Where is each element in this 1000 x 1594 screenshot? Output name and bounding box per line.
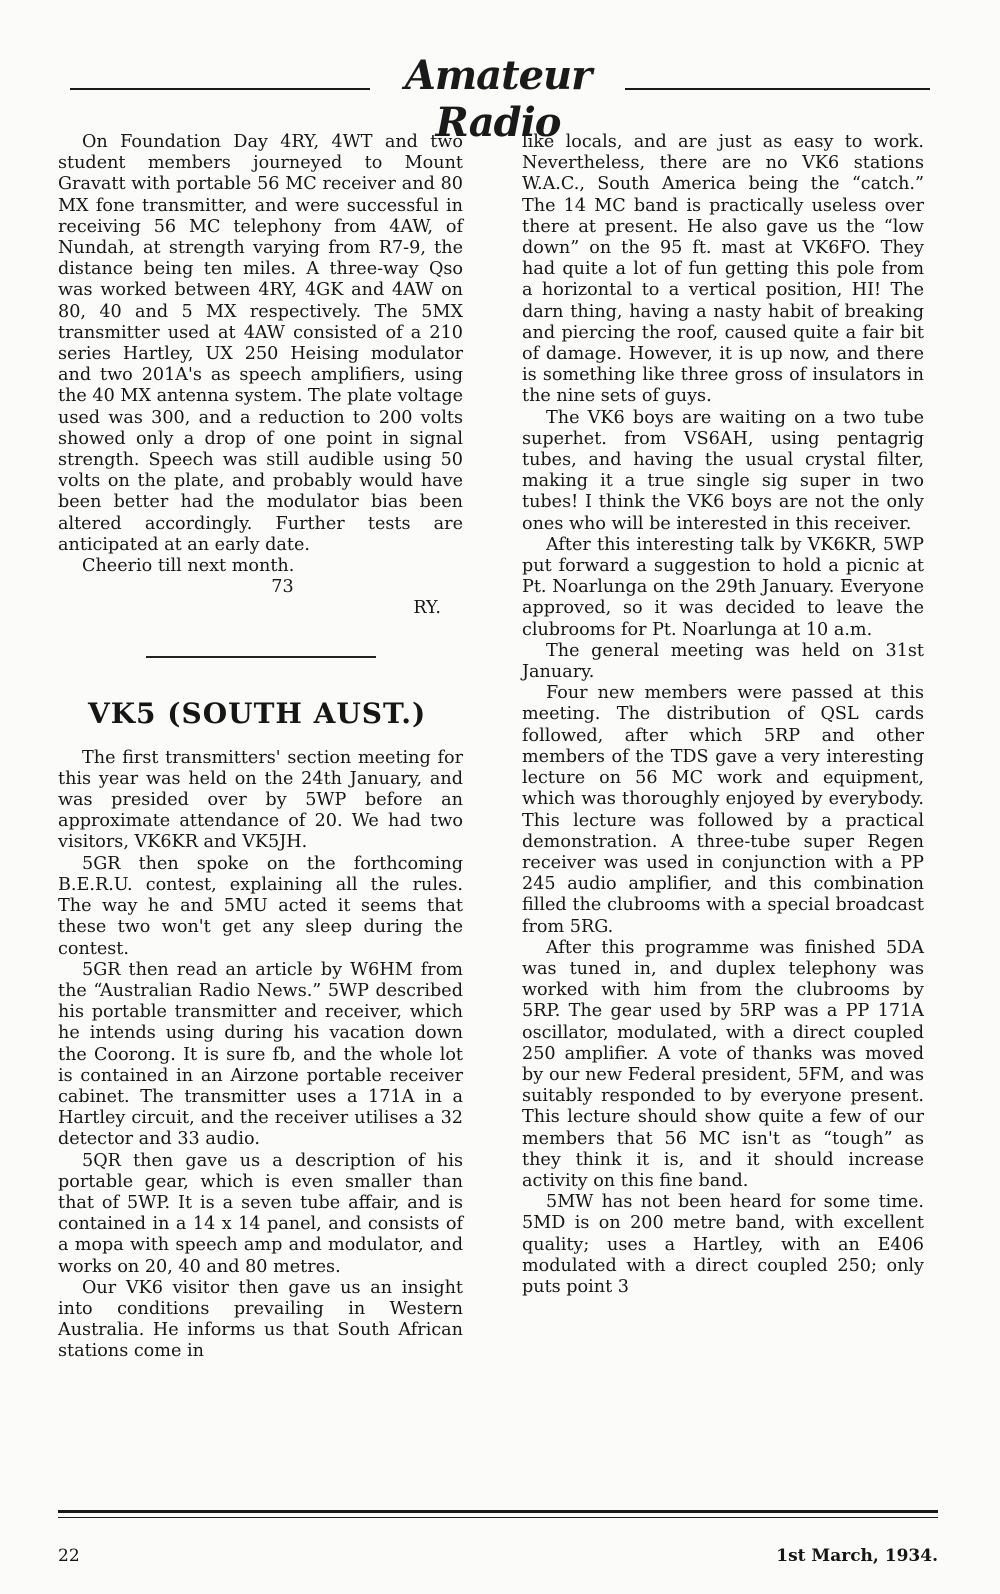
section-heading: VK5 (SOUTH AUST.)	[88, 696, 427, 730]
sign-off-73: 73	[271, 577, 294, 598]
masthead	[40, 52, 960, 146]
paragraph: 5MW has not been heard for some time. 5MD is on 200 metre band, with excellent quality; uses a Hartley, with an E406 modulated with a direct coupled 250; only puts point 3	[522, 1192, 924, 1297]
masthead-rule-left	[70, 88, 370, 90]
author-signature: RY.	[413, 598, 441, 619]
paragraph: The first transmitters' section meeting for this year was held on the 24th January, and was presided over by 5WP before an approximate attendance of 20. We had two visitors, VK6KR and VK5JH.	[58, 747, 463, 853]
paragraph: 5GR then read an article by W6HM from the “Australian Radio News.” 5WP described his portable transmitter and receiver, which he intends using during his vacation down the Coorong. It is sure fb, and the whole lot is contained in an Airzone portable receiver cabinet. The transmitter uses a 171A in a Hartley circuit, and the receiver utilises a 32 detector and 33 audio.	[58, 959, 463, 1150]
paragraph: Cheerio till next month.	[82, 556, 295, 577]
paragraph: Our VK6 visitor then gave us an insight into conditions prevailing in Western Australia. He informs us that South African stations come in	[58, 1277, 463, 1362]
left-column	[58, 132, 463, 1363]
paragraph: Four new members were passed at this meeting. The distribution of QSL cards followed, after which 5RP and other members of the TDS gave a very interesting lecture on 56 MC work and equipment, which was thoroughly enjoyed by everybody. This lecture was followed by a practical demonstration. A three-tube super Regen receiver was used in conjunction with a PP 245 audio amplifier, and this combination filled the clubrooms with a special broadcast from 5RG.	[522, 683, 924, 937]
masthead-title: Amateur Radio	[404, 52, 592, 146]
paragraph: like locals, and are just as easy to work. Nevertheless, there are no VK6 stations W.A.C., South America being the “catch.” The 14 MC band is practically useless over there at present. He also gave us the “low down” on the 95 ft. mast at VK6FO. They had quite a lot of fun getting this pole from a horizontal to a vertical position, HI! The darn thing, having a nasty habit of breaking and piercing the roof, caused quite a fair bit of damage. However, it is up now, and there is something like three gross of insulators in the nine sets of guys.	[522, 132, 924, 407]
paragraph: 5QR then gave us a description of his portable gear, which is even smaller than that of 5WP. It is a seven tube affair, and is contained in a 14 x 14 panel, and consists of a mopa with speech amp and modulator, and works on 20, 40 and 80 metres.	[58, 1150, 463, 1277]
paragraph: After this programme was finished 5DA was tuned in, and duplex telephony was worked with him from the clubrooms by 5RP. The gear used by 5RP was a PP 171A oscillator, modulated, with a direct coupled 250 amplifier. A vote of thanks was moved by our new Federal president, 5FM, and was suitably responded to by everyone present. This lecture should show quite a few of our members that 56 MC isn't as “tough” as they think it is, and it should increase activity on this fine band.	[522, 937, 924, 1191]
section-divider	[146, 656, 376, 658]
footer-rule-thin	[58, 1517, 938, 1518]
paragraph: On Foundation Day 4RY, 4WT and two student members journeyed to Mount Gravatt with portable 56 MC receiver and 80 MX fone transmitter, and were successful in receiving 56 MC telephony from 4AW, of Nundah, at strength varying from R7-9, the distance being ten miles. A three-way Qso was worked between 4RY, 4GK and 4AW on 80, 40 and 5 MX respectively. The 5MX transmitter used at 4AW consisted of a 210 series Hartley, UX 250 Heising modulator and two 201A's as speech amplifiers, using the 40 MX antenna system. The plate voltage used was 300, and a reduction to 200 volts showed only a drop of one point in signal strength. Speech was still audible using 50 volts on the plate, and probably would have been better had the modulator bias been altered accordingly. Further tests are anticipated at an early date.	[58, 132, 463, 555]
paragraph: 5GR then spoke on the forthcoming B.E.R.U. contest, explaining all the rules. The way he and 5MU acted it seems that these two won't get any sleep during the contest.	[58, 853, 463, 959]
footer-rule	[58, 1510, 938, 1513]
issue-date: 1st March, 1934.	[776, 1546, 938, 1566]
paragraph: After this interesting talk by VK6KR, 5WP put forward a suggestion to hold a picnic at Pt. Noarlunga on the 29th January. Everyone approved, so it was decided to leave the clubrooms for Pt. Noarlunga at 10 a.m.	[522, 534, 924, 640]
page-footer	[58, 1510, 938, 1566]
masthead-rule-right	[625, 88, 930, 90]
paragraph: The VK6 boys are waiting on a two tube superhet. from VS6AH, using pentagrig tubes, and having the usual crystal filter, making it a true single sig super in two tubes! I think the VK6 boys are not the only ones who will be interested in this receiver.	[522, 407, 924, 534]
right-column	[522, 132, 924, 1298]
paragraph: The general meeting was held on 31st January.	[522, 640, 924, 683]
page-number: 22	[58, 1546, 80, 1566]
